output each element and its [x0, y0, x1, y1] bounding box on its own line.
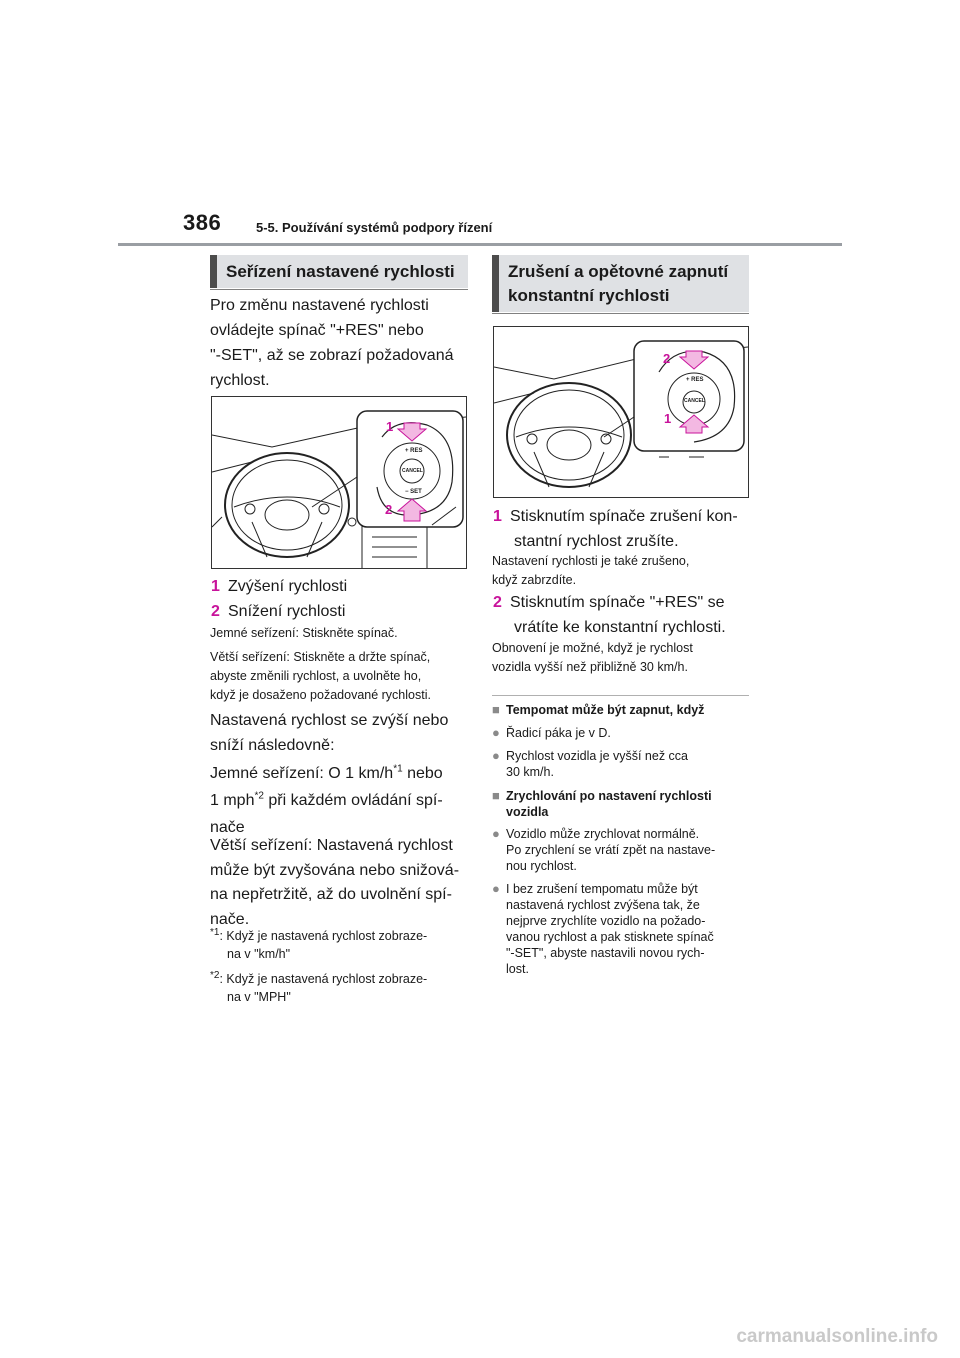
left-small-2: [210, 648, 485, 705]
right-heading-line: konstantní rychlosti: [508, 286, 670, 305]
para-line: Nastavená rychlost se zvýší nebo: [210, 712, 449, 729]
para-line: nače.: [210, 910, 250, 928]
intro-line: ovládejte spínač "+RES" nebo: [210, 322, 424, 339]
section-divider: [492, 695, 749, 696]
section-title: 5-5. Používání systémů podpory řízení: [256, 220, 493, 235]
footnote-ref: *1: [393, 763, 403, 775]
item-text: Stisknutím spínače "+RES" se: [510, 594, 725, 611]
intro-line: rychlost.: [210, 372, 270, 389]
left-heading-text: Seřízení nastavené rychlosti: [226, 262, 455, 281]
left-para-1: [210, 708, 485, 758]
subsection-title: Tempomat může být zapnut, když: [506, 703, 705, 717]
item-number: 1: [211, 578, 220, 595]
footnote-text: : Když je nastavená rychlost zobraze-: [219, 972, 428, 986]
intro-line: Pro změnu nastavené rychlosti: [210, 297, 429, 314]
square-bullet-icon: ■: [492, 702, 500, 717]
circle-bullet-icon: ●: [492, 881, 500, 896]
small-line: Větší seřízení: Stiskněte a držte spínač,: [210, 650, 431, 664]
fig-left-set-label: − SET: [405, 489, 422, 495]
steering-wheel-figure-right: [494, 327, 748, 497]
right-heading: [492, 255, 749, 312]
left-illustration: [211, 396, 467, 569]
left-heading: [210, 255, 468, 288]
fig-left-callout-1: 1: [386, 419, 394, 434]
header-rule: [118, 243, 842, 246]
left-small-1: Jemné seřízení: Stiskněte spínač.: [210, 626, 398, 640]
footnote-ref: *2: [254, 790, 264, 802]
fig-left-res-label: + RES: [405, 448, 423, 454]
footnote-1: [210, 927, 485, 963]
item-text: Stisknutím spínače zrušení kon-: [510, 508, 738, 525]
footnote-text: na v "km/h": [227, 947, 291, 961]
right-heading-line: Zrušení a opětovné zapnutí: [508, 262, 729, 281]
fig-right-cancel-label: CANCEL: [684, 398, 705, 404]
item-text: Zvýšení rychlosti: [228, 578, 348, 595]
list-item: [211, 574, 481, 599]
square-bullet-icon: ■: [492, 788, 500, 803]
circle-bullet-icon: ●: [492, 826, 500, 841]
item-text: stantní rychlost zrušíte.: [514, 533, 679, 550]
para-text: nebo: [402, 765, 443, 782]
fig-left-callout-2: 2: [385, 502, 393, 517]
steering-wheel-figure-left: [212, 397, 466, 568]
subsection-title: Zrychlování po nastavení rychlosti: [506, 789, 712, 803]
para-text: 1 mph: [210, 792, 255, 809]
item-text: Snížení rychlosti: [228, 603, 346, 620]
small-line: když zabrzdíte.: [492, 573, 577, 587]
fig-right-callout-2: 2: [663, 351, 671, 366]
bullet-text: nejprve zrychlíte vozidlo na požado-: [506, 914, 706, 928]
right-item-2: [493, 590, 763, 640]
para-line: Větší seřízení: Nastavená rychlost: [210, 837, 453, 854]
intro-line: "-SET", až se zobrazí požadovaná: [210, 347, 454, 364]
para-text: Jemné seřízení: O 1 km/h: [210, 765, 394, 782]
left-heading-rule: [210, 289, 468, 290]
para-line: na nepřetržitě, až do uvolnění spí-: [210, 886, 452, 903]
left-para-3: [210, 834, 485, 932]
bullet-text: nastavená rychlost zvýšena tak, že: [506, 898, 700, 912]
para-text: při každém ovládání spí-: [263, 792, 443, 809]
right-small-1: [492, 552, 762, 590]
item-number: 2: [211, 603, 220, 620]
subsection-title: vozidla: [506, 805, 549, 819]
bullet-text: "-SET", abyste nastavili novou rych-: [506, 946, 705, 960]
small-line: abyste změnili rychlost, a uvolněte ho,: [210, 669, 422, 683]
footnote-text: : Když je nastavená rychlost zobraze-: [219, 929, 428, 943]
right-sec2: [492, 788, 757, 977]
right-illustration: [493, 326, 749, 498]
bullet-text: Vozidlo může zrychlovat normálně.: [506, 827, 700, 841]
para-line: sníží následovně:: [210, 737, 335, 754]
list-item: [211, 599, 481, 624]
bullet-text: nou rychlost.: [506, 859, 577, 873]
watermark: carmanualsonline.info: [736, 1326, 938, 1347]
right-item-1: [493, 504, 763, 554]
item-number: 1: [493, 508, 502, 525]
right-small-2: [492, 639, 762, 677]
footnote-text: na v "MPH": [227, 990, 291, 1004]
bullet-text: Řadicí páka je v D.: [506, 726, 611, 740]
bullet-text: 30 km/h.: [506, 765, 554, 779]
circle-bullet-icon: ●: [492, 748, 500, 763]
fig-right-res-label: + RES: [686, 377, 704, 383]
footnote-mark: *2: [210, 969, 220, 981]
small-line: Obnovení je možné, když je rychlost: [492, 641, 693, 655]
right-heading-rule: [492, 313, 749, 314]
left-para-2: [210, 760, 485, 841]
circle-bullet-icon: ●: [492, 725, 500, 740]
item-number: 2: [493, 594, 502, 611]
para-line: [210, 760, 485, 787]
para-line: nače: [210, 819, 245, 836]
fig-left-cancel-label: CANCEL: [402, 468, 423, 474]
left-intro: [210, 293, 480, 393]
right-sec1: [492, 702, 757, 780]
small-line: Nastavení rychlosti je také zrušeno,: [492, 554, 690, 568]
bullet-text: Po zrychlení se vrátí zpět na nastave-: [506, 843, 716, 857]
footnote-mark: *1: [210, 926, 220, 938]
footnote-2: [210, 970, 485, 1006]
para-line: [210, 787, 485, 814]
bullet-text: vanou rychlost a pak stisknete spínač: [506, 930, 714, 944]
small-line: vozidla vyšší než přibližně 30 km/h.: [492, 660, 688, 674]
bullet-text: Rychlost vozidla je vyšší než cca: [506, 749, 689, 763]
item-text: vrátíte ke konstantní rychlosti.: [514, 619, 726, 636]
bullet-text: I bez zrušení tempomatu může být: [506, 882, 698, 896]
page-number: 386: [183, 210, 222, 235]
fig-right-callout-1: 1: [664, 411, 672, 426]
left-items: [211, 574, 481, 624]
bullet-text: lost.: [506, 962, 529, 976]
para-line: může být zvyšována nebo snižová-: [210, 861, 460, 879]
small-line: když je dosaženo požadované rychlosti.: [210, 688, 431, 702]
